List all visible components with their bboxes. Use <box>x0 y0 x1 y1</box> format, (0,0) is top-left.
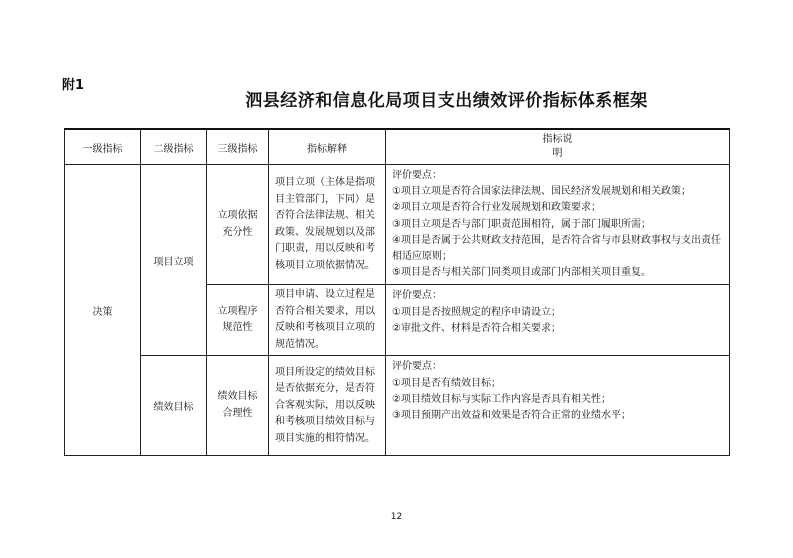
document-title: 泗县经济和信息化局项目支出绩效评价指标体系框架 <box>245 91 648 111</box>
criteria-line: ⑤项目是否与相关部门同类项目或部门内部相关项目重复。 <box>392 267 651 279</box>
criteria-line: ②项目立项是否符合行业发展规划和政策要求； <box>392 202 601 214</box>
explanation-cell: 项目申请、设立过程是否符合相关要求，用以反映和考核项目立项的规范情况。 <box>269 285 386 356</box>
level3-cell: 绩效目标合理性 <box>207 356 269 456</box>
criteria-cell <box>386 356 730 456</box>
criteria-line: 评价要点： <box>392 361 442 373</box>
header-level2: 二级指标 <box>141 129 207 165</box>
criteria-line: ③项目立项是否与部门职责范围相符，属于部门履职所需； <box>392 218 651 230</box>
criteria-line: 评价要点： <box>392 290 442 302</box>
criteria-line: 评价要点： <box>392 170 442 181</box>
criteria-line: ①项目是否有绩效目标； <box>392 377 501 389</box>
criteria-cell <box>386 285 730 356</box>
attachment-label: 附1 <box>62 78 85 93</box>
header-criteria-line1: 指标说 <box>542 134 573 145</box>
criteria-line: ②审批文件、材料是否符合相关要求； <box>392 322 561 334</box>
header-explanation: 指标解释 <box>269 129 386 165</box>
criteria-line: ①项目是否按照规定的程序申请设立； <box>392 306 561 318</box>
criteria-line: ①项目立项是否符合国家法律法规、国民经济发展规划和相关政策； <box>392 186 691 198</box>
level2-cell: 绩效目标 <box>141 356 207 456</box>
header-level1: 一级指标 <box>65 129 141 165</box>
level2-cell: 项目立项 <box>141 165 207 356</box>
indicator-table <box>64 128 730 456</box>
header-level3: 三级指标 <box>207 129 269 165</box>
criteria-line: ④项目是否属于公共财政支持范围，是否符合省与市县财政事权与支出责任相适应原则； <box>392 234 721 263</box>
criteria-line: ③项目预期产出效益和效果是否符合正常的业绩水平； <box>392 410 631 422</box>
page-number: 12 <box>390 512 403 522</box>
table-header-row <box>65 129 730 165</box>
level3-cell: 立项依据充分性 <box>207 165 269 285</box>
header-criteria <box>386 129 730 165</box>
explanation-cell: 项目立项（主体是指项目主管部门，下同）是否符合法律法规、相关政策、发展规划以及部门职责，用以反映和考核项目立项依据情况。 <box>269 165 386 285</box>
header-criteria-line2: 明 <box>552 148 563 159</box>
criteria-line: ②项目绩效目标与实际工作内容是否具有相关性； <box>392 393 611 405</box>
table-row <box>65 356 730 456</box>
criteria-cell <box>386 165 730 285</box>
level1-cell: 决策 <box>65 165 141 456</box>
level3-cell: 立项程序规范性 <box>207 285 269 356</box>
table-row <box>65 165 730 285</box>
explanation-cell: 项目所设定的绩效目标是否依据充分，是否符合客观实际，用以反映和考核项目绩效目标与项目实施的相符情况。 <box>269 356 386 456</box>
